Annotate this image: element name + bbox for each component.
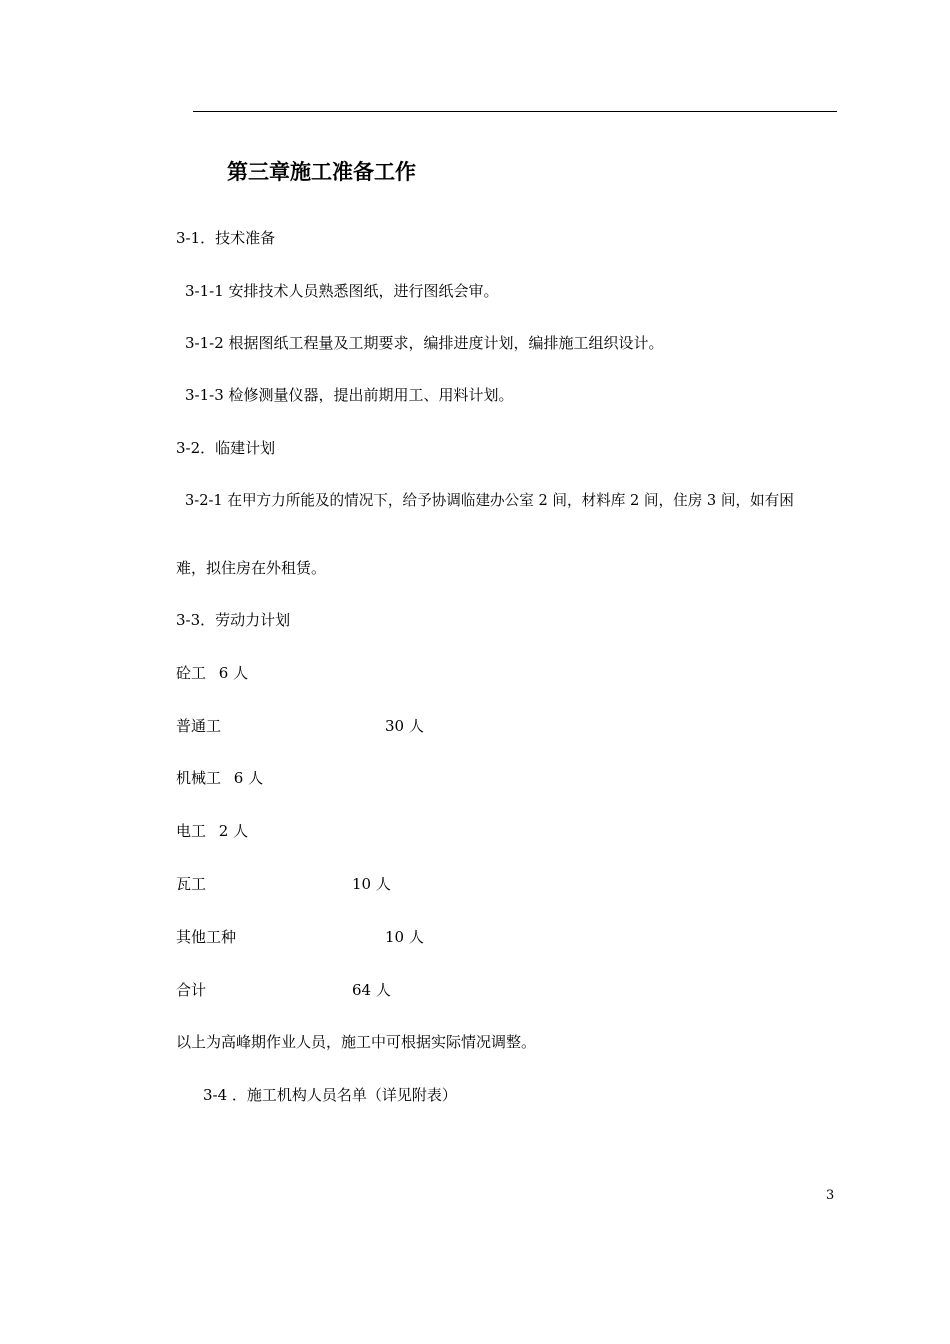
item-3-1-1: 3-1-1 安排技术人员熟悉图纸，进行图纸会审。 — [185, 282, 499, 300]
labor-name: 机械工 — [176, 769, 222, 787]
chapter-title: 第三章施工准备工作 — [227, 159, 416, 184]
section-3-3-heading: 3-3．劳动力计划 — [176, 611, 291, 629]
page-number: 3 — [826, 1188, 835, 1203]
item-3-2-1-line1: 3-2-1 在甲方力所能及的情况下，给予协调临建办公室 2 间，材料库 2 间，住房 3 间，如有困 — [185, 492, 794, 509]
section-3-4-heading: 3-4 ．施工机构人员名单（详见附表） — [203, 1086, 457, 1104]
item-3-1-2: 3-1-2 根据图纸工程量及工期要求，编排进度计划，编排施工组织设计。 — [185, 334, 664, 352]
labor-count: 6 人 — [233, 769, 264, 787]
labor-row — [176, 927, 476, 947]
section-3-2-heading: 3-2．临建计划 — [176, 439, 276, 457]
labor-count: 10 人 — [352, 875, 391, 893]
labor-name: 瓦工 — [176, 875, 207, 893]
labor-name: 电工 — [176, 822, 207, 840]
item-3-1-3: 3-1-3 检修测量仪器，提出前期用工、用料计划。 — [185, 386, 514, 404]
labor-name: 普通工 — [176, 717, 222, 735]
labor-row — [176, 821, 248, 841]
labor-count: 6 人 — [218, 664, 249, 682]
section-3-1-heading: 3-1．技术准备 — [176, 229, 276, 247]
labor-name: 其他工种 — [176, 928, 237, 946]
labor-row — [176, 874, 476, 894]
note: 以上为高峰期作业人员，施工中可根据实际情况调整。 — [176, 1033, 537, 1051]
labor-row — [176, 663, 248, 683]
labor-row — [176, 716, 476, 736]
labor-count: 30 人 — [385, 717, 424, 735]
labor-name: 砼工 — [176, 664, 207, 682]
labor-count: 2 人 — [218, 822, 249, 840]
labor-count: 10 人 — [385, 928, 424, 946]
header-rule — [193, 111, 837, 112]
labor-name: 合计 — [176, 981, 207, 999]
labor-row-total — [176, 980, 476, 1000]
labor-count: 64 人 — [352, 981, 391, 999]
labor-row — [176, 768, 263, 788]
item-3-2-1-line2: 难，拟住房在外租赁。 — [176, 559, 327, 577]
